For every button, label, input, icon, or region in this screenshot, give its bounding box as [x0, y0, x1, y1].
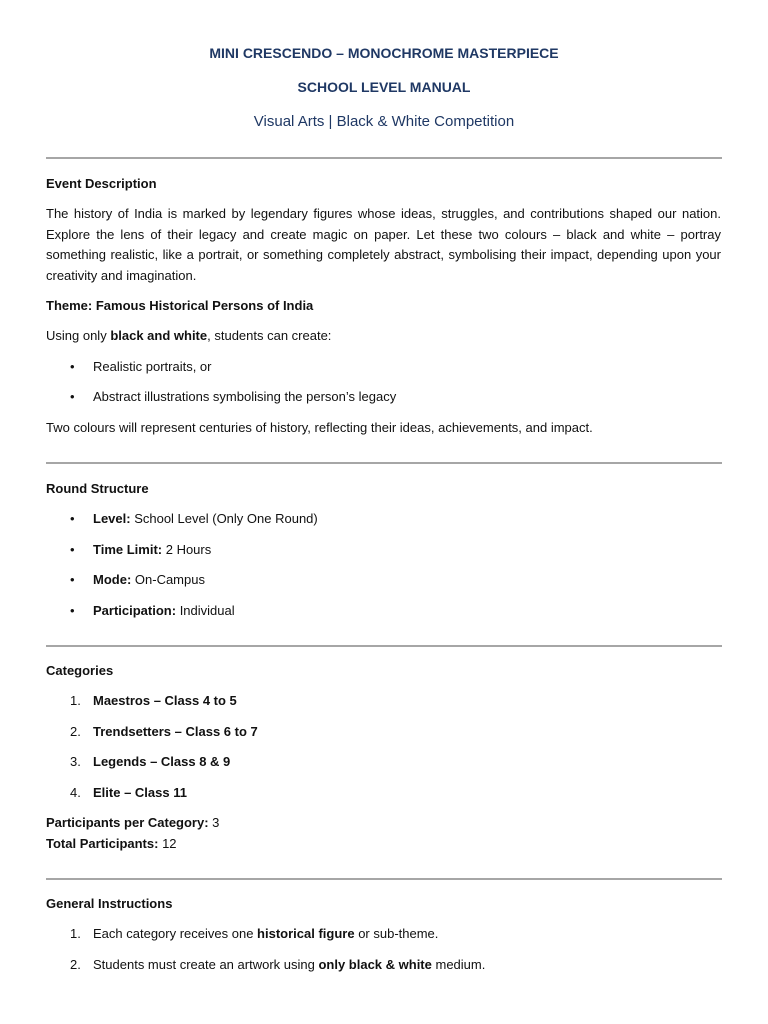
list-item: 4. Elite – Class 11 — [70, 785, 187, 800]
event-description-text: The history of India is marked by legendary figures whose ideas, struggles, and contributions shaped our nation. Explore the lens of their legacy and create magic on paper. Let these two colours – black and white – portray something realistic, like a portrait, or something completely abstract, symbolising their impact, depending upon your creativity and imagination. — [46, 206, 721, 283]
bullet-icon: • — [70, 542, 75, 557]
round-structure-heading: Round Structure — [46, 481, 149, 496]
categories-heading: Categories — [46, 663, 114, 678]
participants-per-category: Participants per Category: 3 — [46, 815, 220, 830]
bullet-icon: • — [70, 389, 75, 404]
general-instructions-heading: General Instructions — [46, 896, 173, 911]
list-item: • Mode: On-Campus — [70, 572, 205, 587]
section-divider — [46, 462, 722, 464]
section-divider — [46, 878, 722, 880]
bullet-icon: • — [70, 572, 75, 587]
list-item: • Realistic portraits, or — [70, 359, 212, 374]
event-description-heading: Event Description — [46, 176, 157, 191]
document-title: MINI CRESCENDO – MONOCHROME MASTERPIECE — [209, 45, 559, 61]
list-item: 2. Students must create an artwork using only black & white medium. — [70, 957, 486, 972]
list-item: • Abstract illustrations symbolising the person’s legacy — [70, 389, 397, 404]
document-subtitle-manual: SCHOOL LEVEL MANUAL — [297, 79, 471, 95]
bullet-icon: • — [70, 511, 75, 526]
list-item: 1. Each category receives one historical figure or sub-theme. — [70, 926, 439, 941]
total-participants: Total Participants: 12 — [46, 836, 177, 851]
closing-line: Two colours will represent centuries of history, reflecting their ideas, achievements, and impact. — [46, 420, 593, 435]
list-item: • Level: School Level (Only One Round) — [70, 511, 318, 526]
list-item: 2. Trendsetters – Class 6 to 7 — [70, 724, 258, 739]
theme-line: Theme: Famous Historical Persons of India — [46, 298, 314, 313]
list-item: 1. Maestros – Class 4 to 5 — [70, 693, 237, 708]
bullet-icon: • — [70, 359, 75, 374]
list-item: • Participation: Individual — [70, 603, 235, 618]
intro-line: Using only black and white, students can create: — [46, 328, 332, 343]
list-item: • Time Limit: 2 Hours — [70, 542, 212, 557]
bullet-icon: • — [70, 603, 75, 618]
list-item: 3. Legends – Class 8 & 9 — [70, 754, 231, 769]
section-divider — [46, 157, 722, 159]
document-subtitle-competition: Visual Arts | Black & White Competition — [253, 113, 515, 130]
section-divider — [46, 645, 722, 647]
